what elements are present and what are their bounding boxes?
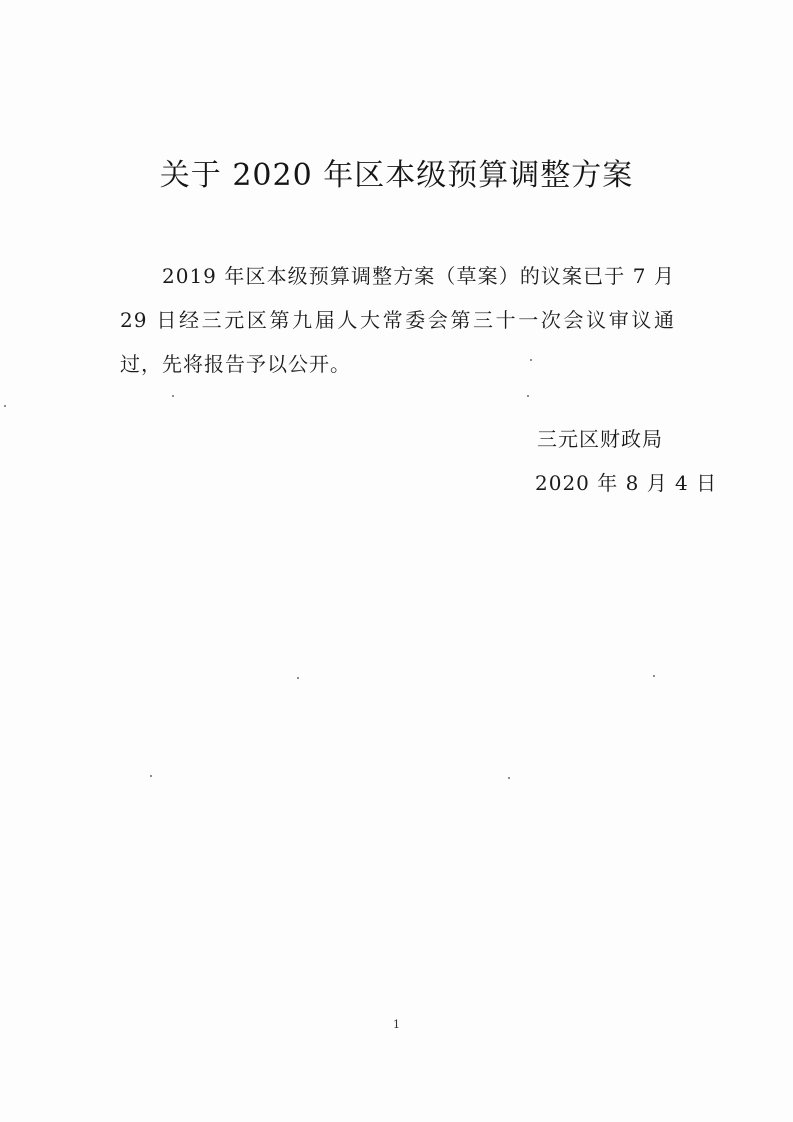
body-paragraph: 2019 年区本级预算调整方案（草案）的议案已于 7 月 29 日经三元区第九届人大常委会第三十一次会议审议通过，先将报告予以公开。 [120, 264, 675, 376]
document-title: 关于 2020 年区本级预算调整方案 [159, 158, 634, 193]
scan-speck [508, 777, 510, 779]
scan-speck [172, 395, 174, 397]
scan-speck [297, 677, 299, 679]
scan-speck [150, 775, 152, 777]
signature-date: 2020 年 8 月 4 日 [535, 471, 718, 495]
scan-speck [4, 405, 6, 407]
scan-speck [527, 395, 529, 397]
scan-speck [530, 359, 532, 361]
scan-speck [653, 675, 655, 677]
signature-organization: 三元区财政局 [537, 427, 663, 451]
page-number: 1 [393, 1018, 400, 1031]
